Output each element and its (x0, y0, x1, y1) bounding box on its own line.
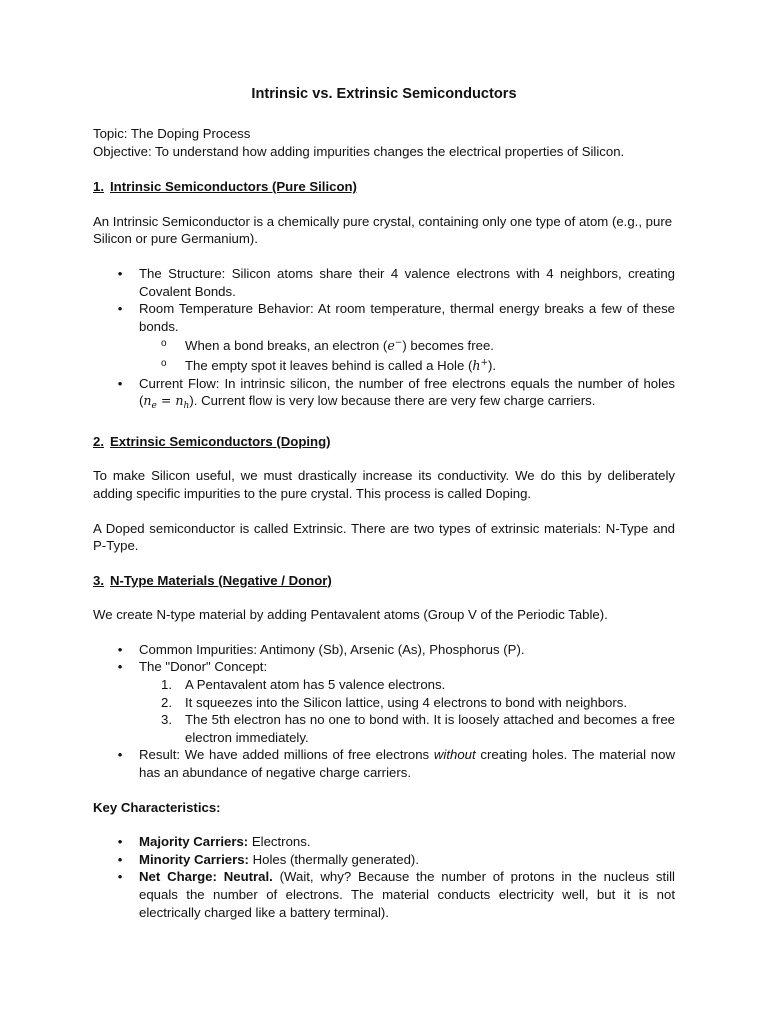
bullet-marker: • (117, 301, 123, 317)
list-item (93, 300, 675, 374)
list-item (93, 851, 675, 869)
bullet-marker: • (117, 659, 123, 675)
section-2-paragraph-1: To make Silicon useful, we must drastically increase its conductivity. We do this by deliberately adding specific impurities to the pure crystal. This process is called Doping. (93, 468, 675, 501)
list-item (93, 658, 675, 746)
section-2-heading (93, 433, 675, 451)
key-characteristics-list (93, 833, 675, 921)
section-3-title: N-Type Materials (Negative / Donor) (110, 572, 332, 588)
room-temp-sub-list (139, 335, 675, 374)
section-2-number: 2. (93, 433, 104, 449)
list-item: o The empty spot it leaves behind is called a Hole (h+). (139, 355, 675, 375)
donor-steps-list (139, 676, 675, 746)
list-item (139, 676, 675, 694)
bullet-marker: • (117, 747, 123, 763)
list-item (93, 868, 675, 921)
bullet-marker: • (117, 869, 123, 885)
circle-marker: o (161, 357, 167, 369)
bullet-marker: • (117, 834, 123, 850)
document-title: Intrinsic vs. Extrinsic Semiconductors (251, 86, 517, 102)
section-1-bullet-list (93, 265, 675, 416)
minority-carriers-value: Holes (thermally generated). (248, 851, 419, 867)
minority-carriers-label: Minority Carriers: (139, 851, 249, 867)
key-characteristics-heading: Key Characteristics: (93, 799, 221, 815)
donor-concept-bullet-text: The "Donor" Concept: (139, 659, 268, 675)
room-temp-bullet-text: Room Temperature Behavior: At room temperature, thermal energy breaks a few of these bonds. (139, 301, 675, 334)
bullet-marker: • (117, 641, 123, 657)
hole-symbol: h+ (472, 357, 489, 373)
step-text: The 5th electron has no one to bond with. It is loosely attached and becomes a free electron immediately. (185, 712, 675, 745)
section-3-heading (93, 572, 675, 590)
section-3-number: 3. (93, 572, 104, 588)
list-item (139, 694, 675, 712)
section-1-heading (93, 178, 675, 196)
section-2-paragraph-2: A Doped semiconductor is called Extrinsic. There are two types of extrinsic materials: N-Type and P-Type. (93, 520, 675, 554)
section-1-title: Intrinsic Semiconductors (Pure Silicon) (110, 179, 357, 195)
list-item (93, 641, 675, 659)
step-number: 3. (161, 712, 172, 728)
structure-bullet-text: The Structure: Silicon atoms share their 4 valence electrons with 4 neighbors, creating Covalent Bonds. (139, 265, 675, 299)
bullet-marker: • (117, 265, 123, 281)
bullet-marker: • (117, 851, 123, 867)
emphasis-without: without (433, 747, 476, 763)
net-charge-value: (Wait, why? Because the number of protons in the nucleus still equals the number of electrons. The material conducts electricity well, but it is not electrically charged like a battery terminal). (139, 869, 675, 920)
section-1-intro: An Intrinsic Semiconductor is a chemically pure crystal, containing only one type of atom (e.g., pure Silicon or pure Germanium). (93, 213, 673, 247)
step-number: 2. (161, 694, 172, 710)
section-3-intro: We create N-type material by adding Pentavalent atoms (Group V of the Periodic Table). (93, 607, 608, 623)
list-item: • Current Flow: In intrinsic silicon, the number of free electrons equals the number of holes $(n_e = n_h)$. Current flow is very low because there are very few charge carriers. (93, 375, 675, 416)
objective-line: Objective: To understand how adding impurities changes the electrical properties of Silicon. (93, 143, 625, 159)
step-number: 1. (161, 677, 172, 693)
list-item: o When a bond breaks, an electron (e−) becomes free. (139, 335, 675, 355)
bullet-marker: • (117, 375, 123, 391)
section-2-title: Extrinsic Semiconductors (Doping) (110, 433, 331, 449)
impurities-bullet-text: Common Impurities: Antimony (Sb), Arsenic (As), Phosphorus (P). (139, 641, 525, 657)
topic-line: Topic: The Doping Process (93, 126, 251, 141)
section-1-number: 1. (93, 179, 104, 195)
step-text: A Pentavalent atom has 5 valence electrons. (185, 677, 446, 693)
list-item (139, 711, 675, 746)
list-item (93, 265, 675, 300)
list-item (93, 833, 675, 851)
carrier-equality-formula: $n_e = n_h$ (143, 393, 190, 412)
net-charge-label: Net Charge: Neutral. (139, 869, 273, 885)
step-text: It squeezes into the Silicon lattice, using 4 electrons to bond with neighbors. (185, 694, 628, 710)
section-3-bullet-list (93, 641, 675, 782)
majority-carriers-value: Electrons. (248, 834, 311, 850)
circle-marker: o (161, 338, 167, 350)
majority-carriers-label: Majority Carriers: (139, 834, 249, 850)
list-item: • Result: We have added millions of free electrons without creating holes. The material now has an abundance of negative charge carriers. (93, 746, 675, 781)
electron-symbol: e− (387, 338, 403, 354)
